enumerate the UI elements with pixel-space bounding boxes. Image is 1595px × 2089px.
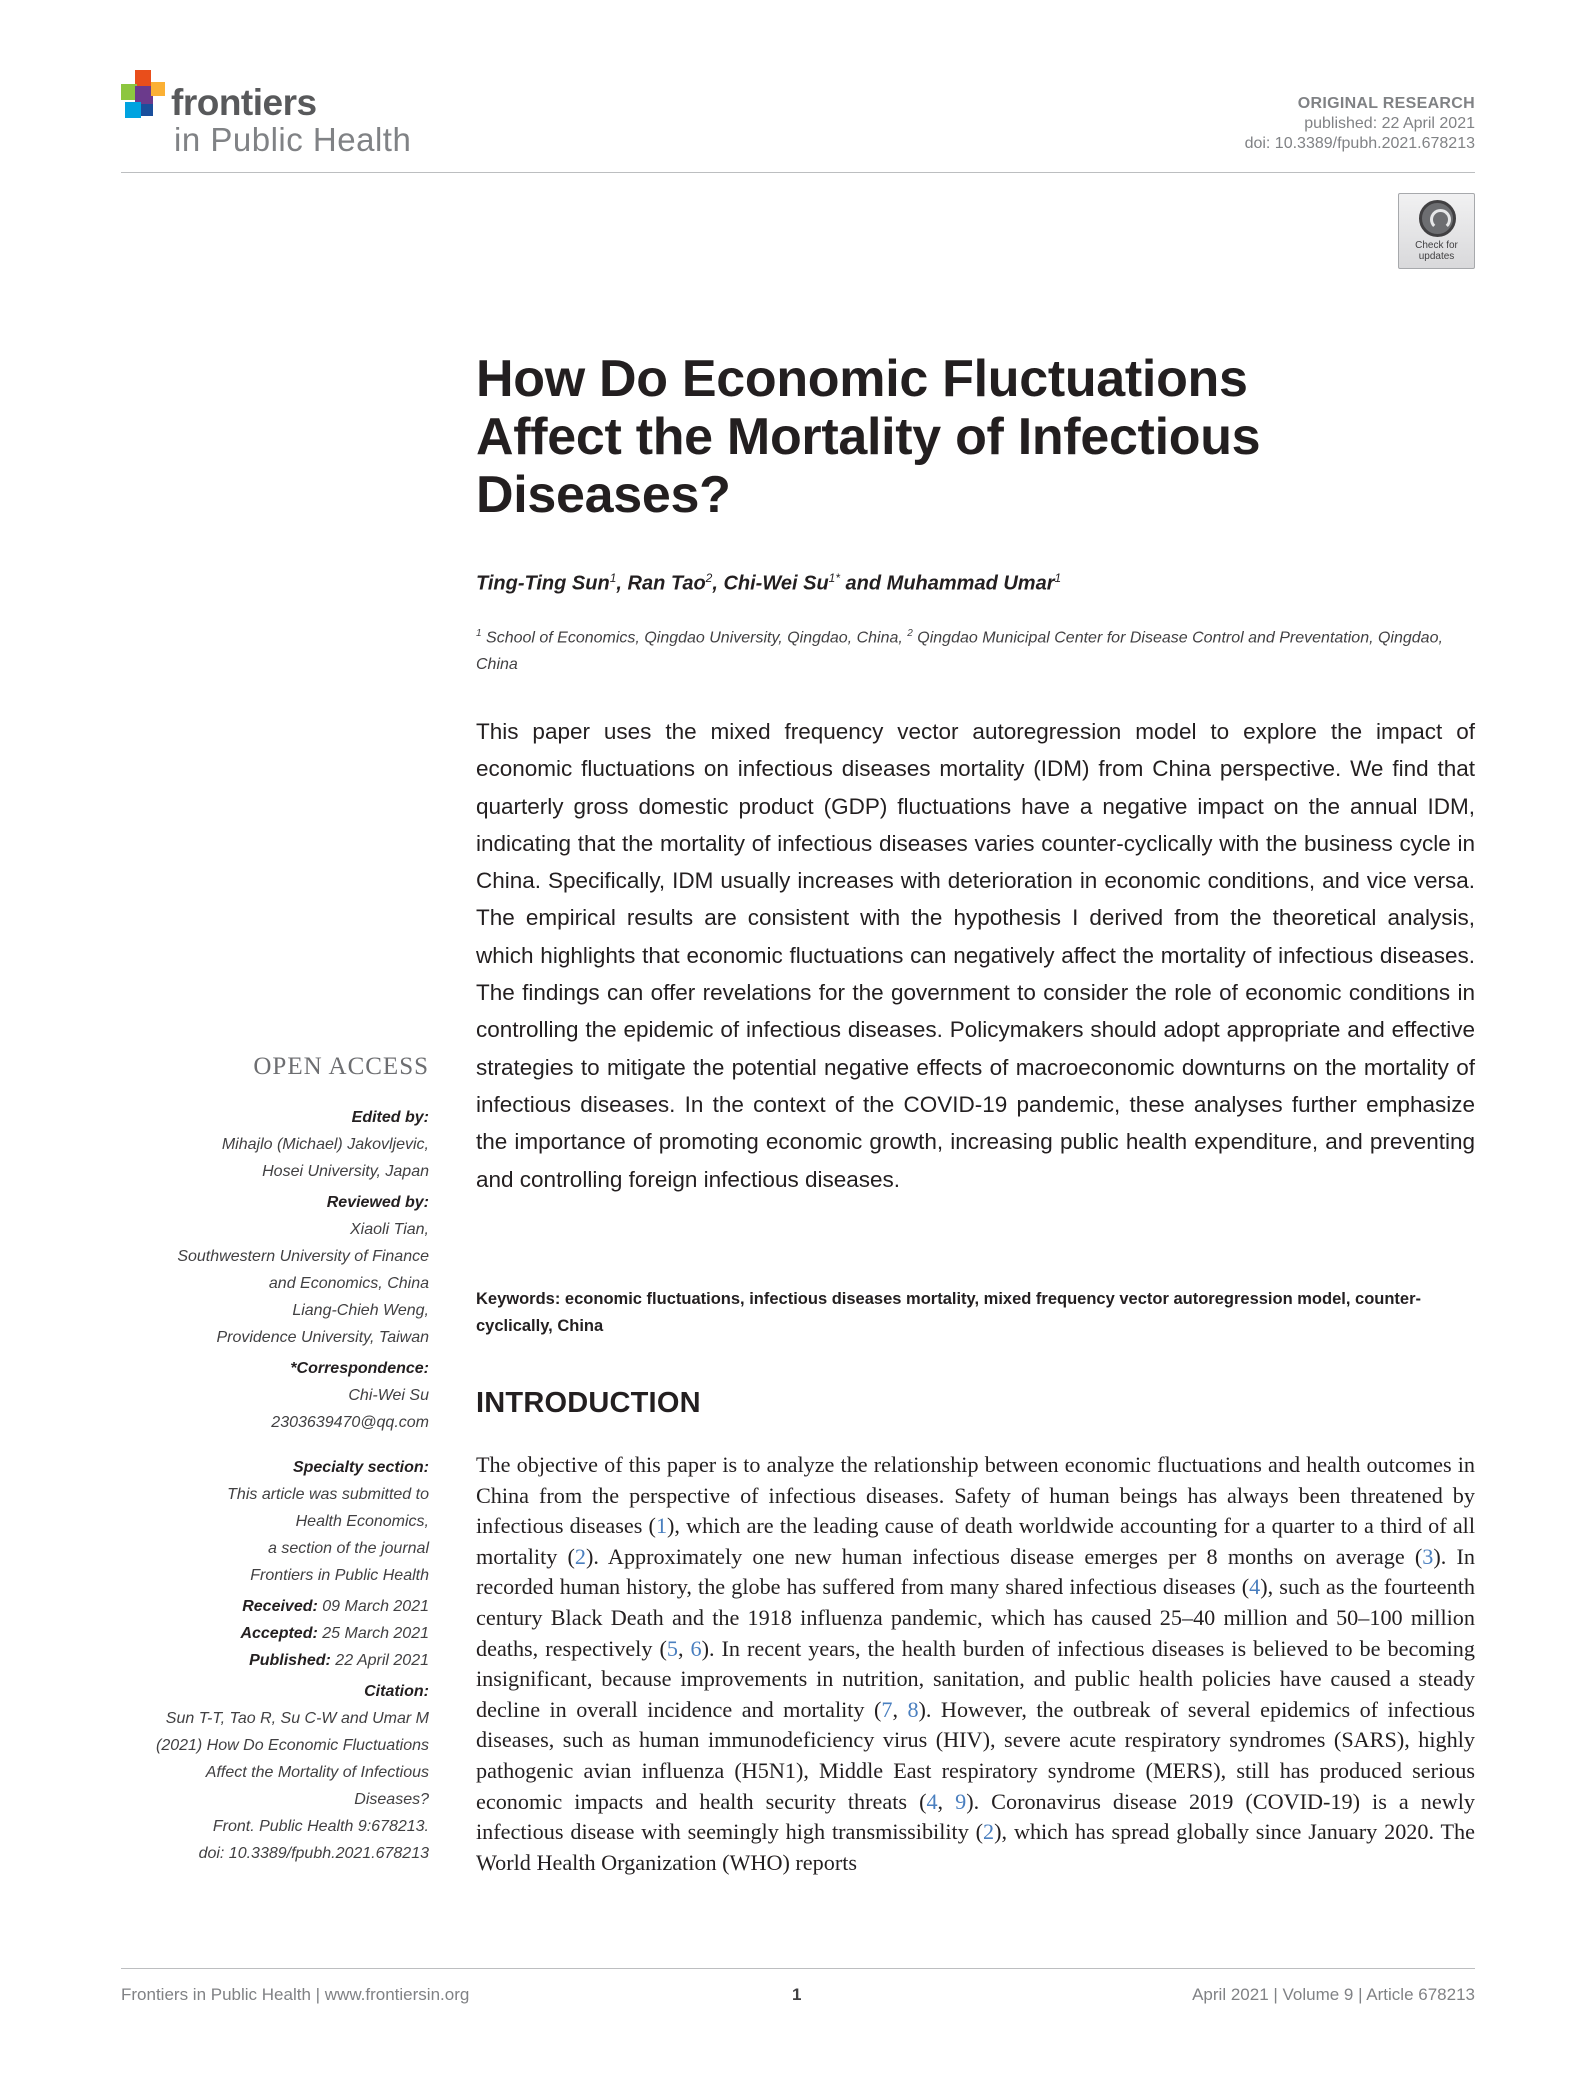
frontiers-logo-icon (121, 70, 167, 126)
journal-logo[interactable] (121, 68, 441, 158)
citation-link[interactable]: 4 (926, 1788, 938, 1814)
affiliation-2: Qingdao Municipal Center for Disease Control and Preventation, Qingdao, China (476, 629, 1443, 674)
citation-line: Sun T-T, Tao R, Su C-W and Umar M (165, 1710, 429, 1727)
article-type: ORIGINAL RESEARCH (1297, 95, 1475, 112)
citation-link[interactable]: 2 (574, 1543, 587, 1569)
header-divider (121, 172, 1475, 173)
citation-line: Affect the Mortality of Infectious (205, 1764, 429, 1781)
reviewer-line: Providence University, Taiwan (216, 1329, 429, 1346)
specialty-line: This article was submitted to (227, 1486, 429, 1503)
page-number: 1 (792, 1985, 802, 2004)
abstract: This paper uses the mixed frequency vector autoregression model to explore the impact of economic fluctuations on infectious diseases mortality (IDM) from China perspective. We find that quarterly gross domestic product (GDP) fluctuations have a negative impact on the annual IDM, indicating that the mortality of infectious diseases varies counter-cyclically with the business cycle in China. Specifically, IDM usually increases with deterioration in economic conditions, and vice versa. The empirical results are consistent with the hypothesis I derived from the theoretical analysis, which highlights that economic fluctuations can negatively affect the mortality of infectious diseases. The findings can offer revelations for the government to consider the role of economic conditions in controlling the epidemic of infectious diseases. Policymakers should adopt appropriate and effective strategies to mitigate the potential negative effects of macroeconomic downturns on the mortality of infectious diseases. In the context of the COVID-19 pandemic, these analyses further emphasize the importance of promoting economic growth, increasing public health expenditure, and preventing and controlling foreign infectious diseases. (476, 719, 1475, 1192)
reviewer-line: Southwestern University of Finance (177, 1248, 429, 1265)
citation-doi: doi: 10.3389/fpubh.2021.678213 (198, 1845, 429, 1862)
reviewer-line: Liang-Chieh Weng, (292, 1302, 429, 1319)
author-affiliation-mark: 1 (1054, 571, 1062, 585)
published-date-sidebar: Published: 22 April 2021 (249, 1652, 429, 1669)
reviewed-by-label: Reviewed by: (326, 1194, 429, 1211)
citation-link[interactable]: 5 (666, 1635, 678, 1661)
footer-issue-info: April 2021 | Volume 9 | Article 678213 (1192, 1985, 1475, 2004)
received-date: Received: 09 March 2021 (242, 1598, 429, 1615)
introduction-body: The objective of this paper is to analyze the relationship between economic fluctuations and health outcomes in China from the perspective of infectious diseases. Safety of human beings has always been threatened by infectious diseases (1), which are the leading cause of death worldwide accounting for a quarter to a third of all mortality (2). Approximately one new human infectious disease emerges per 8 months on average (3). In recorded human history, the globe has suffered from many shared infectious diseases (4), such as the fourteenth century Black Death and the 1918 influenza pandemic, which has caused 25–40 million and 50–100 million deaths, respectively (5, 6). In recent years, the health burden of infectious diseases is believed to be becoming insignificant, because improvements in nutrition, sanitation, and public health policies have caused a steady decline in overall incidence and mortality (7, 8). However, the outbreak of several epidemics of infectious diseases, such as human immunodeficiency virus (HIV), severe acute respiratory syndromes (SARS), highly pathogenic avian influenza (H5N1), Middle East respiratory syndrome (MERS), still has produced serious economic impacts and health security threats (4, 9). Coronavirus disease 2019 (COVID-19) is a newly infectious disease with seemingly high transmissibility (2), which has spread globally since January 2020. The World Health Organization (WHO) reports (476, 1452, 1475, 1875)
journal-name-primary: frontiers (171, 82, 317, 123)
article-info-sidebar (121, 1052, 429, 1867)
citation-link[interactable]: 7 (881, 1696, 893, 1722)
citation-label: Citation: (364, 1683, 429, 1700)
correspondence-label: *Correspondence: (290, 1360, 429, 1377)
citation-link[interactable]: 6 (690, 1635, 702, 1661)
specialty-section-label: Specialty section: (292, 1459, 429, 1476)
correspondence-name: Chi-Wei Su (348, 1387, 429, 1404)
author-name[interactable]: Ting-Ting Sun (476, 572, 610, 595)
footer-divider (121, 1968, 1475, 1969)
journal-name-secondary: in Public Health (174, 121, 412, 158)
published-date: published: 22 April 2021 (1304, 115, 1475, 132)
author-affiliation-mark: 1* (828, 571, 840, 585)
citation-line: Diseases? (354, 1791, 429, 1808)
specialty-line: Health Economics, (295, 1513, 429, 1530)
author-name[interactable]: Chi-Wei Su (723, 572, 829, 595)
reviewer-line: and Economics, China (268, 1275, 429, 1292)
author-affiliation-mark: 2 (705, 571, 713, 585)
reviewer-line: Xiaoli Tian, (349, 1221, 429, 1238)
edited-by-label: Edited by: (351, 1109, 429, 1126)
editor-name: Mihajlo (Michael) Jakovljevic, (221, 1136, 429, 1153)
footer-journal-link[interactable]: Frontiers in Public Health | www.frontiersin.org (121, 1985, 470, 2004)
author-affiliation-mark: 1 (609, 571, 617, 585)
accepted-date: Accepted: 25 March 2021 (240, 1625, 429, 1642)
specialty-line: Frontiers in Public Health (250, 1567, 429, 1584)
article-meta-header (1245, 94, 1475, 154)
keywords: Keywords: economic fluctuations, infectious diseases mortality, mixed frequency vector autoregression model, counter-cyclically, China (476, 1290, 1422, 1335)
open-access-label: OPEN ACCESS (253, 1053, 429, 1080)
affiliation-1: School of Economics, Qingdao University, Qingdao, China, (486, 629, 908, 647)
correspondence-email-link[interactable]: 2303639470@qq.com (271, 1414, 429, 1431)
affiliations: $^1$ School of Economics, Qingdao University, Qingdao, China, $^2$ Qingdao Municipal Center for Disease Control and Preventation, Qingdao, China (476, 628, 1443, 674)
check-for-updates-button[interactable] (1398, 193, 1475, 269)
citation-link[interactable]: 1 (655, 1513, 668, 1539)
specialty-line: a section of the journal (268, 1540, 429, 1557)
refresh-icon (1419, 200, 1456, 237)
editor-affiliation: Hosei University, Japan (262, 1163, 429, 1180)
citation-link[interactable]: 8 (907, 1696, 919, 1722)
doi[interactable]: doi: 10.3389/fpubh.2021.678213 (1244, 135, 1475, 152)
author-name[interactable]: Muhammad Umar (886, 572, 1055, 595)
author-name[interactable]: Ran Tao (627, 572, 706, 595)
citation-link[interactable]: 9 (955, 1788, 967, 1814)
check-for-updates-label: Check for updates (1415, 240, 1458, 262)
article-title: How Do Economic Fluctuations Affect the Mortality of Infectious Diseases? (476, 350, 1261, 524)
section-heading-introduction: INTRODUCTION (476, 1387, 701, 1419)
citation-link[interactable]: 3 (1422, 1543, 1434, 1569)
author-list: Ting-Ting Sun$^1$, Ran Tao$^2$, Chi-Wei $Su^{1*}$ and Muhammad Umar$^1$ (476, 571, 1062, 595)
citation-link[interactable]: 2 (983, 1819, 995, 1845)
citation-line: Front. Public Health 9:678213. (212, 1818, 429, 1835)
citation-link[interactable]: 4 (1249, 1574, 1261, 1600)
citation-line: (2021) How Do Economic Fluctuations (155, 1737, 429, 1754)
